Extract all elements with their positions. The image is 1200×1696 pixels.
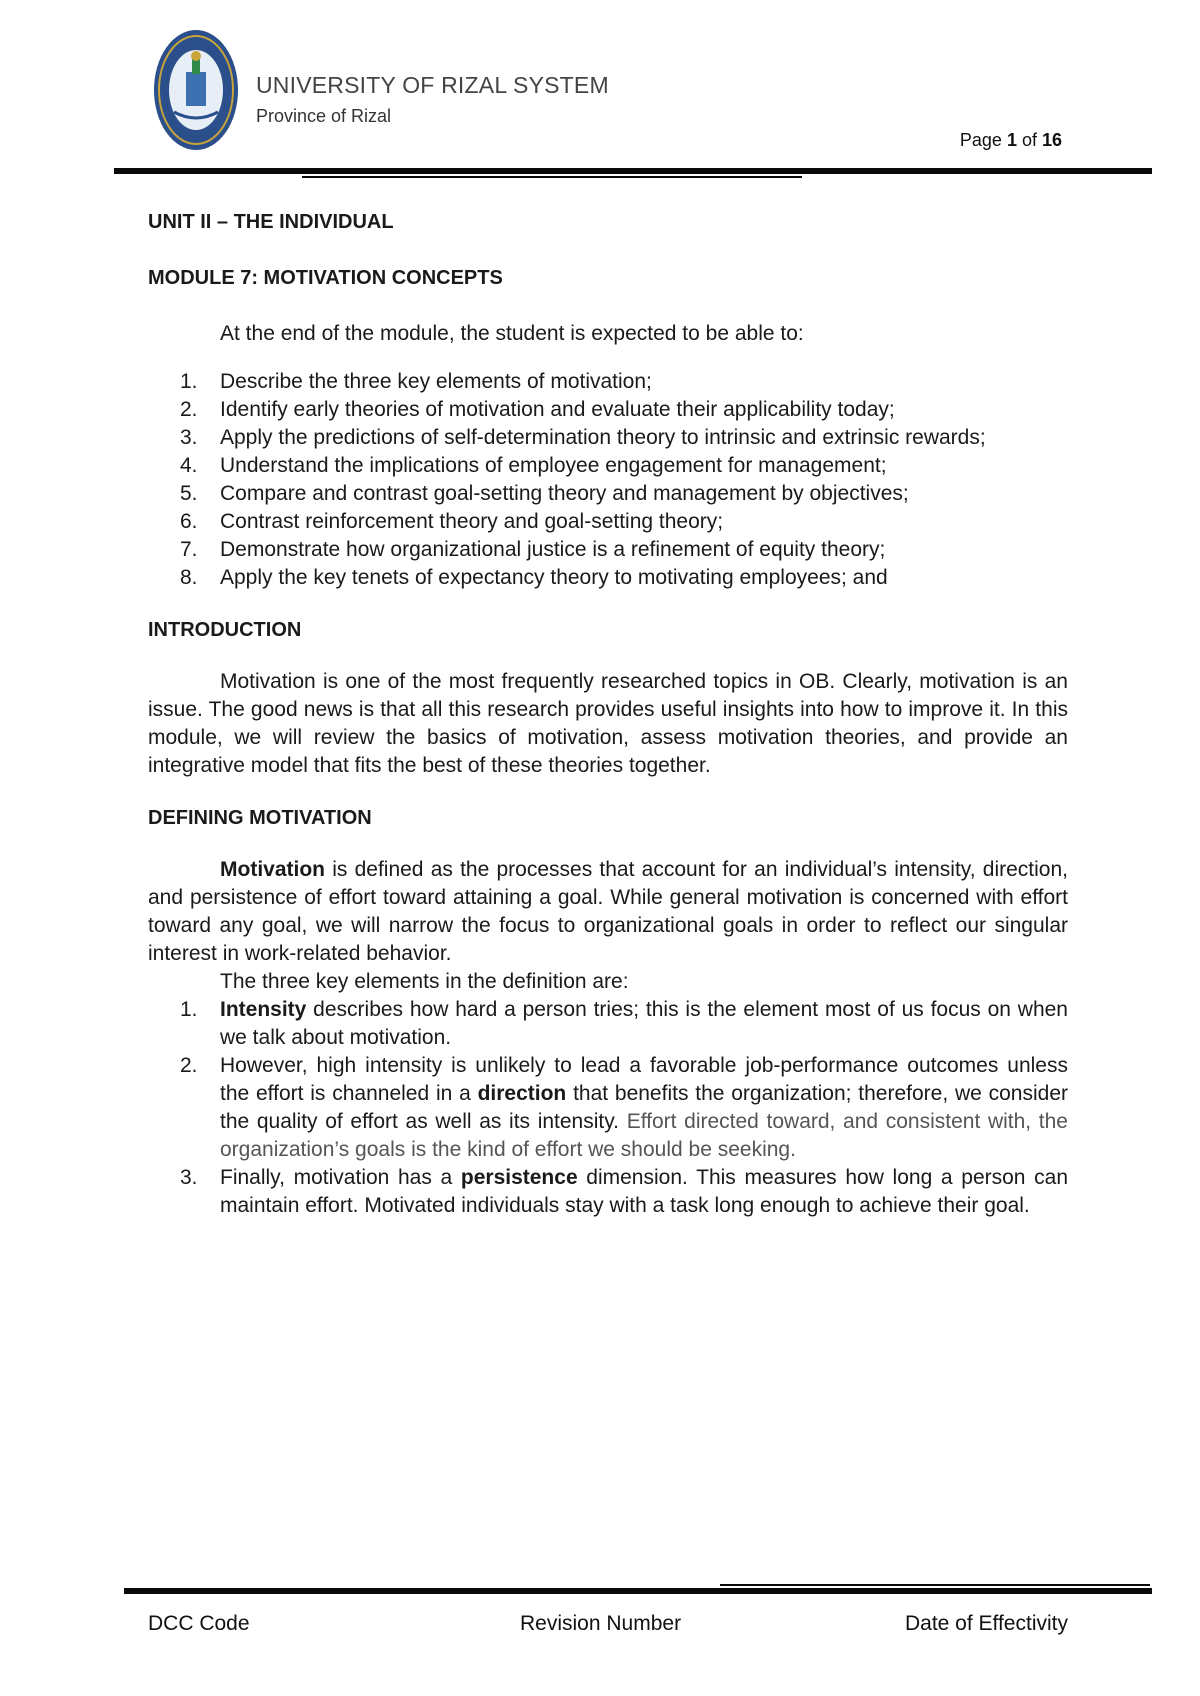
item-number: 7. [180, 538, 198, 561]
list-item [148, 396, 1068, 424]
definition-paragraph [148, 856, 1068, 968]
page-label: Page [959, 130, 1007, 150]
item-text: Effort directed toward, and consistent with, the organization’s goals is the kind of effort we should be seeking. [220, 1110, 1068, 1161]
item-text: Compare and contrast goal-setting theory and management by objectives; [220, 482, 909, 505]
item-text: Apply the predictions of self-determination theory to intrinsic and extrinsic rewards; [220, 426, 986, 449]
item-text: Demonstrate how organizational justice is a refinement of equity theory; [220, 538, 886, 561]
list-item [148, 536, 1068, 564]
item-number: 4. [180, 454, 198, 477]
list-item [148, 480, 1068, 508]
item-text: dimension. This measures how long a person can maintain effort. Motivated individuals stay with a task long enough to achieve their goal. [220, 1166, 1069, 1217]
item-text: Identify early theories of motivation and evaluate their applicability today; [220, 398, 895, 421]
item-keyword: direction [477, 1082, 567, 1105]
introduction-paragraph: Motivation is one of the most frequently researched topics in OB. Clearly, motivation is an issue. The good news is that all this research provides useful insights into how to improve it. In this module, we will review the basics of motivation, assess motivation theories, and provide an integrative model that fits the best of these theories together. [148, 670, 1068, 777]
province-name: Province of Rizal [256, 106, 392, 126]
definition-text: is defined as the processes that account for an individual’s intensity, direction, and persistence of effort toward attaining a goal. While general motivation is concerned with effort toward any goal, we will narrow the focus to organizational goals in order to reflect our singular interest in work-related behavior. [148, 858, 1068, 965]
item-keyword: Intensity [220, 998, 307, 1021]
list-item [148, 508, 1068, 536]
list-item [148, 564, 1068, 592]
item-text: However, high intensity is unlikely to lead a favorable job-performance outcomes unless the effort is channeled in a [220, 1054, 1068, 1105]
item-number: 5. [180, 482, 198, 505]
objectives-list [148, 368, 1068, 592]
dcc-code-label: DCC Code [148, 1612, 250, 1635]
document-body [148, 208, 1068, 1220]
item-text: Contrast reinforcement theory and goal-setting theory; [220, 510, 724, 533]
item-text: Apply the key tenets of expectancy theory to motivating employees; and [220, 566, 888, 589]
elements-intro: The three key elements in the definition are: [220, 970, 629, 993]
footer-thin-rule [720, 1584, 1150, 1586]
item-text: describes how hard a person tries; this is the element most of us focus on when we talk about motivation. [220, 998, 1068, 1049]
module-title: MODULE 7: MOTIVATION CONCEPTS [148, 267, 503, 289]
page-header [0, 0, 1200, 180]
university-seal-logo [152, 28, 240, 152]
university-name: UNIVERSITY OF RIZAL SYSTEM [256, 72, 609, 98]
page-total: 16 [1041, 130, 1062, 150]
item-number: 3. [180, 1166, 198, 1189]
item-text: Finally, motivation has a [220, 1166, 461, 1189]
unit-title: UNIT II – THE INDIVIDUAL [148, 211, 394, 233]
footer-rule [124, 1588, 1152, 1594]
elements-list [148, 996, 1068, 1220]
page-current: 1 [1006, 130, 1017, 150]
item-number: 1. [180, 370, 198, 393]
header-rule [114, 168, 1152, 174]
item-text: Describe the three key elements of motivation; [220, 370, 652, 393]
item-number: 2. [180, 398, 198, 421]
list-item [148, 1052, 1068, 1164]
item-number: 2. [180, 1054, 198, 1077]
list-item [148, 996, 1068, 1052]
list-item [148, 1164, 1068, 1220]
header-thin-rule [302, 176, 802, 178]
page-number [960, 130, 1062, 151]
item-number: 8. [180, 566, 198, 589]
item-number: 3. [180, 426, 198, 449]
item-number: 6. [180, 510, 198, 533]
item-text: that benefits the organization; therefore, we consider the quality of effort as well as its intensity. [220, 1082, 1068, 1133]
objectives-intro: At the end of the module, the student is expected to be able to: [220, 322, 804, 345]
introduction-heading: INTRODUCTION [148, 619, 302, 641]
list-item [148, 424, 1068, 452]
item-number: 1. [180, 998, 198, 1021]
list-item [148, 452, 1068, 480]
page-of-label: of [1016, 130, 1042, 150]
motivation-term: Motivation [220, 858, 325, 881]
date-of-effectivity-label: Date of Effectivity [904, 1612, 1068, 1635]
revision-number-label: Revision Number [520, 1612, 682, 1635]
list-item [148, 368, 1068, 396]
item-keyword: persistence [460, 1166, 578, 1189]
defining-heading: DEFINING MOTIVATION [148, 807, 372, 829]
item-text: Understand the implications of employee engagement for management; [220, 454, 887, 477]
